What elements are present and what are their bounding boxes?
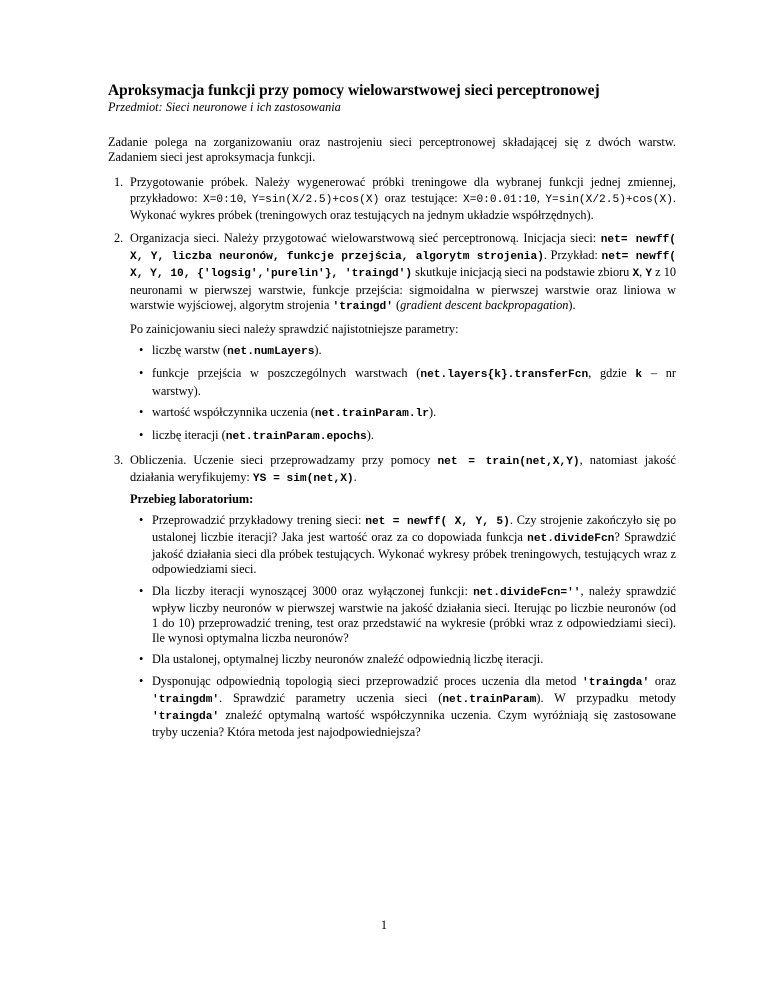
text: . Sprawdzić parametry uczenia sieci ( <box>219 690 443 705</box>
text: , <box>639 265 646 280</box>
text: . Czy strojenie zakończyło się po ustalonej liczbie iteracji? Jaka jest wartość oraz za co dopowiada funkcja <box>152 512 676 545</box>
text: wartość współczynnika uczenia ( <box>152 404 315 419</box>
lab-steps-list <box>130 513 676 741</box>
item-number: 3. <box>114 453 124 468</box>
code: net= newff( X, Y, liczba neuronów, funkcje przejścia, algorytm strojenia) <box>130 234 676 264</box>
text: ). <box>429 404 437 419</box>
code: net.divideFcn='' <box>473 586 581 599</box>
text: Obliczenia. Uczenie sieci przeprowadzamy przy pomocy <box>130 453 438 468</box>
code: Y=sin(X/2.5)+cos(X) <box>251 193 380 206</box>
text: liczbę warstw ( <box>152 343 228 358</box>
text: Dla liczby iteracji wynoszącej 3000 oraz wyłączonej funkcji: <box>152 583 474 598</box>
text: , <box>536 190 546 205</box>
code: X=0:10 <box>203 193 244 206</box>
code: net = train(net,X,Y) <box>437 456 580 469</box>
code: Y <box>645 268 653 281</box>
text: ). W przypadku metody <box>536 690 676 705</box>
list-item <box>130 405 676 422</box>
text: liczbę iteracji ( <box>152 428 226 443</box>
bullet-icon: • <box>139 404 144 419</box>
code: 'traingdm' <box>152 693 220 706</box>
text: Przygotowanie próbek. Należy wygenerować próbki treningowe dla wybranej funkcji jednej zmiennej, przykładowo: <box>130 175 676 205</box>
text: . Wykonać wykres próbek (treningowych oraz testujących na jednym układzie współrzędnych). <box>130 190 676 222</box>
text: oraz <box>649 673 676 688</box>
code: 'traingda' <box>152 711 220 724</box>
bullet-icon: • <box>139 652 144 667</box>
text: z 10 neuronami w pierwszej warstwie, funkcje przejścia: sigmoidalna w pierwszej warstwie oraz liniowa w warstwie wyjściowej, algorytm strojenia <box>130 265 676 312</box>
item-number: 1. <box>114 175 124 190</box>
list-item <box>130 584 676 647</box>
code: net= newff( X, Y, 10, {'logsig','purelin'}, 'traingd') <box>130 251 676 281</box>
bullet-icon: • <box>139 512 144 527</box>
text: Dla ustalonej, optymalnej liczby neuronów znaleźć odpowiednią liczbę iteracji. <box>152 652 544 667</box>
bullet-icon: • <box>139 673 144 688</box>
bullet-icon: • <box>139 583 144 598</box>
text: Organizacja sieci. Należy przygotować wielowarstwową sieć perceptronową. Inicjacja sieci: <box>130 231 601 246</box>
section-heading: Przebieg laboratorium: <box>130 491 254 506</box>
list-item <box>130 513 676 578</box>
text: . <box>353 470 357 485</box>
text: ). <box>568 297 576 312</box>
code: net.layers{k}.transferFcn <box>420 369 589 382</box>
text: , natomiast jakość działania weryfikujemy: <box>130 453 676 485</box>
bullet-icon: • <box>139 343 144 358</box>
intro-paragraph: Zadanie polega na zorganizowaniu oraz nastrojeniu sieci perceptronowej składającej się z dwóch warstw. Zadaniem sieci jest aproksymacja funkcji. <box>108 135 676 165</box>
list-item <box>130 366 676 398</box>
code: YS = sim(net,X) <box>252 473 354 486</box>
task-list <box>108 175 676 740</box>
document-page <box>108 82 676 749</box>
text: , <box>243 190 252 205</box>
item-number: 2. <box>114 231 124 246</box>
text: znaleźć optymalną wartość współczynnika uczenia. Czym wyróżniają się zastosowane tryby uczenia? Która metoda jest najodpowiedniejsza? <box>152 708 676 740</box>
text: ). <box>314 343 322 358</box>
code: net.trainParam.lr <box>314 407 430 420</box>
text: Przeprowadzić przykładowy trening sieci: <box>152 512 366 527</box>
code: net.divideFcn <box>527 533 615 546</box>
list-item <box>130 674 676 741</box>
code: 'traingda' <box>582 676 650 689</box>
page-number: 1 <box>380 918 388 932</box>
task-item-1 <box>108 175 676 223</box>
text: – nr warstwy). <box>152 366 676 398</box>
text: , gdzie <box>588 366 636 381</box>
parameter-list <box>130 343 676 445</box>
document-title: Aproksymacja funkcji przy pomocy wielowarstwowej sieci perceptronowej <box>108 82 600 99</box>
list-item <box>130 343 676 360</box>
text: ). <box>366 428 374 443</box>
document-subtitle: Przedmiot: Sieci neuronowe i ich zastosowania <box>108 100 341 114</box>
text: , należy sprawdzić wpływ liczby neuronów w pierwszej warstwie na jakość działania sieci. Iterując po liczbie neuronów (od 1 do 10) przeprowadzić trening, test oraz przedstawić na wykresie (próbki wraz z odpowiedziami sieci). Ile wynosi optymalna liczba neuronów? <box>152 583 676 646</box>
item-2-text <box>130 231 676 315</box>
text: . Przykład: <box>543 248 602 263</box>
task-item-2 <box>108 231 676 445</box>
bullet-icon: • <box>139 366 144 381</box>
item-2-paragraph-2: Po zainicjowaniu sieci należy sprawdzić najistotniejsze parametry: <box>130 322 459 337</box>
emphasis: gradient descent backpropagation <box>400 297 569 312</box>
text: skutkuje inicjacją sieci na podstawie zbioru <box>412 265 633 280</box>
text: ( <box>392 297 401 312</box>
code: net.trainParam.epochs <box>225 431 367 444</box>
list-item <box>130 428 676 445</box>
code: k <box>635 369 643 382</box>
code: 'traingd' <box>332 300 393 313</box>
code: X <box>632 268 640 281</box>
item-1-text <box>130 175 676 223</box>
code: net.trainParam <box>442 693 537 706</box>
text: ? Sprawdzić jakość działania sieci dla próbek testujących. Wykonać wykresy próbek treningowych, testujących wraz z odpowiedziami sieci. <box>152 530 676 577</box>
item-3-text <box>130 453 676 487</box>
bullet-icon: • <box>139 428 144 443</box>
code: Y=sin(X/2.5)+cos(X) <box>545 193 673 206</box>
text: Dysponując odpowiednią topologią sieci przeprowadzić proces uczenia dla metod <box>152 673 583 688</box>
code: net = newff( X, Y, 5) <box>365 515 510 528</box>
code: net.numLayers <box>227 346 315 359</box>
task-item-3 <box>108 453 676 740</box>
code: X=0:0.01:10 <box>463 193 537 206</box>
list-item <box>130 652 676 667</box>
text: funkcje przejścia w poszczególnych warstwach ( <box>152 366 421 381</box>
text: oraz testujące: <box>379 190 464 205</box>
